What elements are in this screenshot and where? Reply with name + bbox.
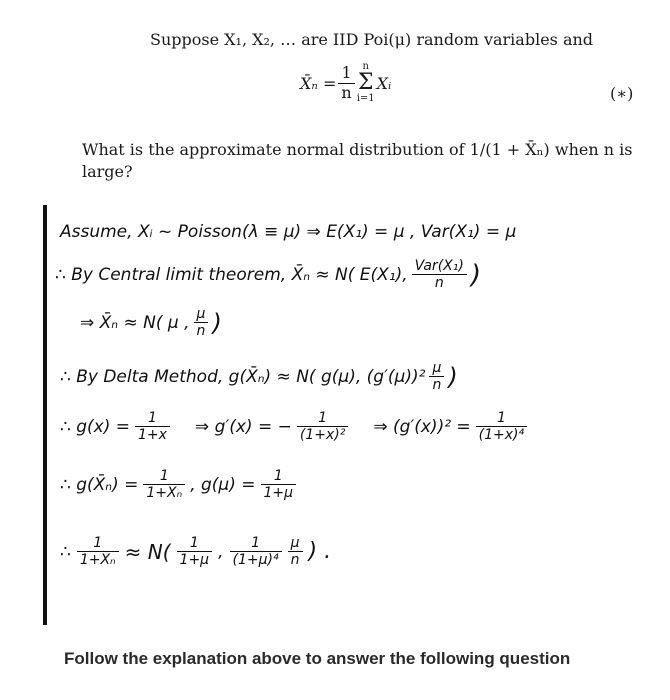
delta-pre: ∴ By Delta Method, g(X̄ₙ) ≈ N( g(μ), (g′(μ))² [60,366,426,387]
concl-mean-fraction [177,535,213,568]
solution-line-evaluate [60,468,296,501]
clt-fraction [412,258,467,291]
eval-a-label: ∴ g(X̄ₙ) = [60,474,139,495]
deriv-b-label: ⇒ g′(x) = − [194,416,292,437]
concl-lhs-den: 1+X̄ₙ [79,552,116,569]
concl-scale-den: n [290,552,300,569]
solution-line-delta [60,360,458,393]
delta-num: μ [429,360,444,377]
deriv-a-fraction [135,410,170,443]
delta-fraction [429,360,444,393]
concl-var-den: (1+μ)⁴ [232,552,279,569]
concl-mean-den: 1+μ [179,552,210,569]
eq-sum-bottom: i=1 [356,93,375,104]
concl-scale-num: μ [288,535,303,552]
approx-den: n [196,323,206,340]
eval-a-fraction [143,468,185,501]
deriv-b-den: (1+x)² [299,427,346,444]
clt-post: ) [470,259,481,290]
clt-den: n [434,275,444,292]
solution-line-approx [80,306,222,339]
deriv-b-fraction [297,410,348,443]
approx-post: ) [212,308,222,337]
deriv-c-num: 1 [476,410,527,427]
clt-pre: ∴ By Central limit theorem, X̄ₙ ≈ N( E(X₁), [55,264,408,285]
concl-lhs-num: 1 [77,535,119,552]
solution-line-conclusion [60,535,331,568]
eq-term: Xᵢ [376,73,392,93]
deriv-a-den: 1+x [137,427,167,444]
eq-summation [357,62,375,104]
eval-a-den: 1+X̄ₙ [146,485,183,502]
concl-var-num: 1 [230,535,282,552]
eval-b-label: , g(μ) = [190,474,256,495]
deriv-c-fraction [476,410,527,443]
sigma-symbol: Σ [357,70,374,95]
approx-fraction [194,306,209,339]
deriv-a-num: 1 [135,410,170,427]
concl-scale-fraction [288,535,303,568]
equation-sample-mean [300,62,391,104]
concl-mean-num: 1 [177,535,213,552]
concl-pre: ∴ [60,541,71,562]
solution-margin-line [43,205,47,625]
eval-b-fraction [261,468,297,501]
delta-den: n [432,377,442,394]
delta-post: ) [448,362,458,391]
eq-frac-num: 1 [338,64,354,83]
concl-mid: ≈ N( [124,539,171,564]
eq-lhs: X̄ₙ = [300,73,337,93]
eval-b-num: 1 [261,468,297,485]
clt-num: Var(X₁) [412,258,467,275]
concl-post: ) . [308,539,332,565]
concl-sep: , [218,541,224,562]
eval-a-num: 1 [143,468,185,485]
equation-label: (∗) [610,84,634,103]
eq-fraction [338,64,354,102]
approx-pre: ⇒ X̄ₙ ≈ N( μ , [80,312,190,333]
concl-lhs-fraction [77,535,119,568]
solution-line-assume: Assume, Xᵢ ~ Poisson(λ ≡ μ) ⇒ E(X₁) = μ , Var(X₁) = μ [60,222,517,242]
footer-instruction: Follow the explanation above to answer the following question [64,649,571,668]
question-intro: Suppose X₁, X₂, … are IID Poi(μ) random variables and [150,30,594,49]
question-prompt-line2: large? [82,162,133,181]
eval-b-den: 1+μ [263,485,294,502]
deriv-c-den: (1+x)⁴ [478,427,525,444]
solution-line-clt [55,258,481,291]
approx-num: μ [194,306,209,323]
eq-frac-den: n [341,82,352,102]
solution-line-derivative [60,410,527,443]
eq-sum-top: n [362,61,369,72]
deriv-c-label: ⇒ (g′(x))² = [373,416,471,437]
deriv-b-num: 1 [297,410,348,427]
deriv-a-label: ∴ g(x) = [60,416,130,437]
concl-var-fraction [230,535,282,568]
question-prompt-line1: What is the approximate normal distribution of 1/(1 + X̄ₙ) when n is [82,140,633,159]
